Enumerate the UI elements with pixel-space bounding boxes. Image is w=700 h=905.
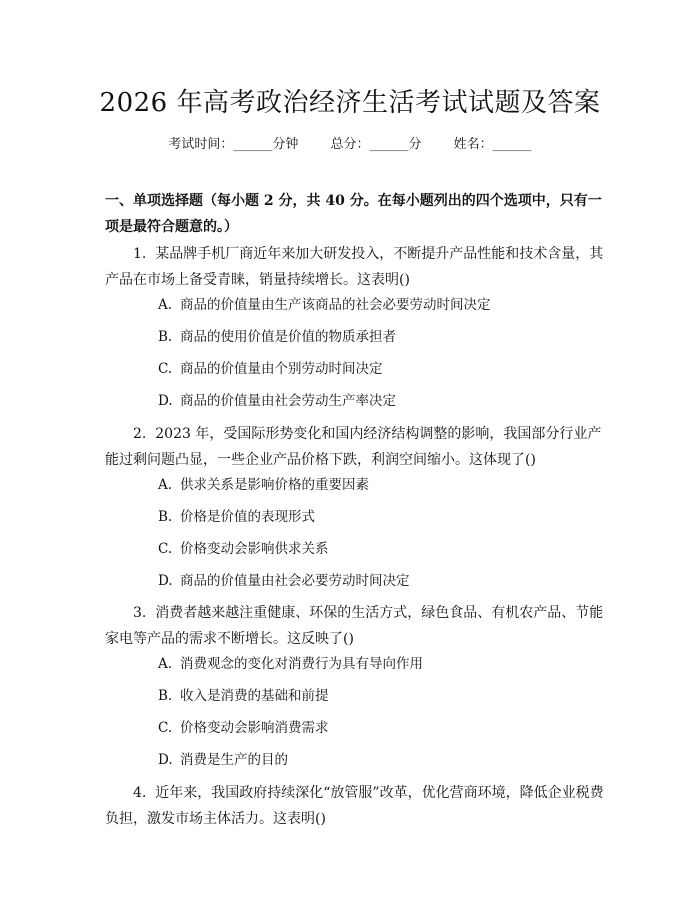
question-3-option-c (158, 718, 598, 738)
option-letter: D. (158, 752, 173, 768)
question-3: 3. 消费者越来越注重健康、环保的生活方式，绿色食品、有机农产品、节能家电等产品的需求不断增长。这反映了() (105, 605, 604, 647)
question-3-option-a (158, 654, 598, 674)
section-heading: 一、单项选择题（每小题 2 分，共 40 分。在每小题列出的四个选项中，只有一项是最符合题意的。） (105, 193, 602, 235)
question-1-option-d (158, 391, 598, 411)
exam-time-field: 考试时间：______分钟 (168, 137, 299, 152)
option-text: 商品的价值量由社会必要劳动时间决定 (180, 573, 410, 589)
option-text: 商品的价值量由社会劳动生产率决定 (180, 393, 396, 409)
question-1-option-c (158, 359, 598, 379)
question-1-option-a (158, 295, 598, 315)
exam-meta (0, 133, 700, 152)
option-letter: B. (158, 329, 173, 345)
option-text: 收入是消费的基础和前提 (180, 688, 329, 704)
page-title: 2026 年高考政治经济生活考试试题及答案 (99, 88, 601, 118)
question-1-option-b (158, 327, 598, 347)
option-text: 价格是价值的表现形式 (180, 509, 315, 525)
name-field: 姓名：______ (453, 137, 532, 152)
question-3-option-d (158, 750, 598, 770)
question-2: 2. 2023 年，受国际形势变化和国内经济结构调整的影响，我国部分行业产能过剩问题凸显，一些企业产品价格下跌，利润空间缩小。这体现了() (105, 426, 602, 468)
option-text: 价格变动会影响供求关系 (180, 541, 329, 557)
option-text: 消费观念的变化对消费行为具有导向作用 (180, 656, 423, 672)
option-letter: B. (158, 688, 173, 704)
option-text: 价格变动会影响消费需求 (180, 720, 329, 736)
option-letter: D. (158, 573, 173, 589)
option-letter: D. (158, 393, 173, 409)
option-text: 供求关系是影响价格的重要因素 (180, 477, 369, 493)
question-1: 1. 某品牌手机厂商近年来加大研发投入，不断提升产品性能和技术含量，其产品在市场上备受青睐，销量持续增长。这表明() (105, 246, 604, 288)
option-letter: A. (158, 297, 173, 313)
option-letter: C. (158, 720, 173, 736)
question-2-option-a (158, 475, 598, 495)
option-text: 商品的价值量由生产该商品的社会必要劳动时间决定 (180, 297, 491, 313)
option-letter: C. (158, 361, 173, 377)
question-2-option-d (158, 571, 598, 591)
option-text: 商品的使用价值是价值的物质承担者 (180, 329, 396, 345)
question-2-option-b (158, 507, 598, 527)
total-score-field: 总分：______分 (330, 137, 422, 152)
question-3-option-b (158, 686, 598, 706)
option-letter: C. (158, 541, 173, 557)
option-text: 商品的价值量由个别劳动时间决定 (180, 361, 383, 377)
option-text: 消费是生产的目的 (180, 752, 288, 768)
option-letter: A. (158, 656, 173, 672)
option-letter: A. (158, 477, 173, 493)
question-4: 4. 近年来，我国政府持续深化“放管服”改革，优化营商环境，降低企业税费负担，激发市场主体活力。这表明() (105, 785, 604, 827)
question-2-option-c (158, 539, 598, 559)
option-letter: B. (158, 509, 173, 525)
